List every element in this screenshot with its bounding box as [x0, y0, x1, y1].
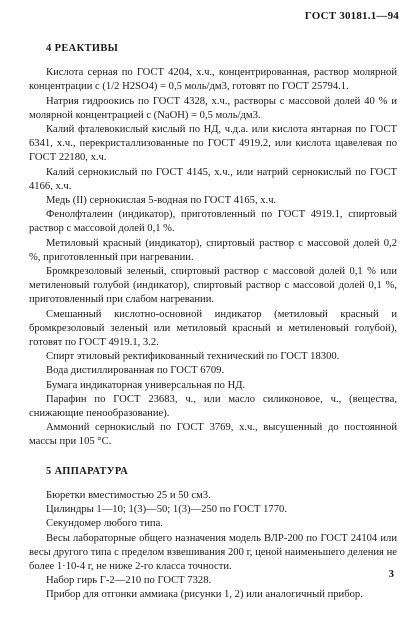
paragraph: Аммоний сернокислый по ГОСТ 3769, х.ч., высушенный до постоянной массы при 105 °С. — [29, 422, 397, 448]
standard-header: ГОСТ 30181.1—94 — [304, 10, 399, 22]
paragraph: Натрия гидроокись по ГОСТ 4328, х.ч., растворы с массовой долей 40 % и молярной концентрацией c (NaOH) = 0,5 моль/дм3. — [29, 95, 397, 121]
paragraph: Бромкрезоловый зеленый, спиртовый раствор с массовой долей 0,1 % или метиленовый голубой (индикатор), спиртовый раствор с массовой долей 0,1 %, приготовленный при слабом нагревании. — [29, 266, 397, 306]
reagents-list — [29, 66, 397, 449]
paragraph: Спирт этиловый ректификованный технический по ГОСТ 18300. — [46, 351, 340, 363]
paragraph: Кислота серная по ГОСТ 4204, х.ч., концентрированная, раствор молярной концентрации c (1/2 H2SO4) = 0,5 моль/дм3, готовят по ГОСТ 25794.1. — [29, 67, 397, 93]
paragraph: Прибор для отгонки аммиака (рисунки 1, 2) или аналогичный прибор. — [46, 589, 363, 601]
paragraph: Вода дистиллированная по ГОСТ 6709. — [46, 365, 225, 377]
paragraph: Фенолфталеин (индикатор), приготовленный по ГОСТ 4919.1, спиртовый раствор с массовой долей 0,1 %. — [29, 209, 397, 235]
paragraph: Бюретки вместимостью 25 и 50 см3. — [46, 489, 211, 501]
paragraph: Набор гирь Г-2—210 по ГОСТ 7328. — [46, 575, 212, 587]
apparatus-list — [29, 489, 397, 603]
section-heading-apparatus: 5 АППАРАТУРА — [46, 465, 129, 477]
paragraph: Парафин по ГОСТ 23683, ч., или масло силиконовое, ч., (вещества, снижающие пенообразование). — [29, 393, 397, 420]
section-heading-reagents: 4 РЕАКТИВЫ — [46, 43, 119, 54]
paragraph: Секундомер любого типа. — [46, 518, 163, 530]
paragraph: Смешанный кислотно-основной индикатор (метиловый красный и бромкрезоловый зеленый или метиловый красный и метиленовый голубой), готовят по ГОСТ 4919.1, 3.2. — [29, 308, 397, 349]
page-number: 3 — [388, 568, 394, 580]
paragraph: Цилиндры 1—10; 1(3)—50; 1(3)—250 по ГОСТ 1770. — [46, 504, 287, 516]
paragraph: Медь (II) сернокислая 5-водная по ГОСТ 4165, х.ч. — [46, 195, 277, 207]
document-body — [29, 42, 397, 603]
paragraph: Весы лабораторные общего назначения модель ВЛР-200 по ГОСТ 24104 или весы другого типа с пределом взвешивания 200 г, ценой наименьшего деления не более 1·10-4 г, не ниже 2-го класса точности. — [29, 532, 397, 572]
paragraph: Метиловый красный (индикатор), спиртовый раствор с массовой долей 0,2 %, приготовленный при нагревании. — [29, 237, 397, 263]
paragraph: Бумага индикаторная универсальная по НД. — [46, 379, 246, 391]
paragraph: Калий сернокислый по ГОСТ 4145, х.ч., или натрий сернокислый по ГОСТ 4166, х.ч. — [29, 166, 397, 192]
paragraph: Калий фталевокислый кислый по НД, ч.д.а. или кислота янтарная по ГОСТ 6341, х.ч., перекристаллизованные по ГОСТ 4919.2, или кислота щавелевая по ГОСТ 22180, х.ч. — [29, 124, 397, 164]
